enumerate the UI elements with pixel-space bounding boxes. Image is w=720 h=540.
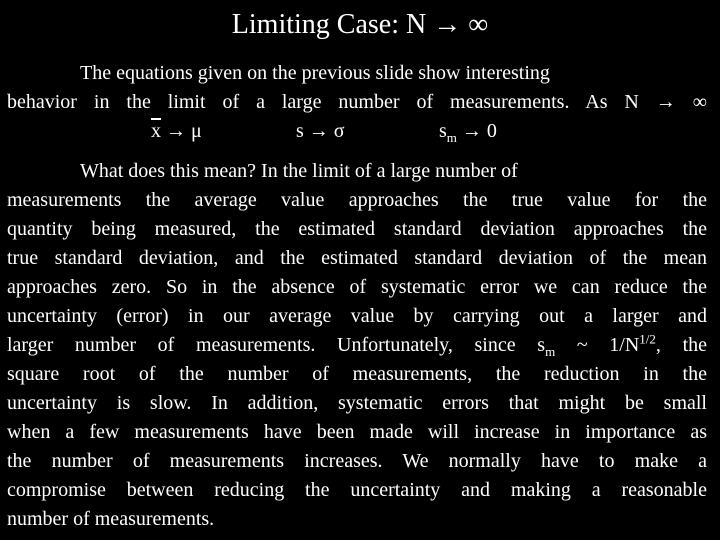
body-line: approaches zero. So in the absence of systematic error we can reduce the: [7, 276, 707, 298]
body-line: when a few measurements have been made will increase in importance as: [7, 421, 707, 443]
intro-line-1: The equations given on the previous slide show interesting: [80, 62, 550, 84]
intro-line-2: behavior in the limit of a large number of measurements. As N → ∞: [7, 91, 707, 113]
formula-mid-text: ~ 1/N: [555, 334, 640, 356]
formula-post-text: , the: [655, 334, 707, 356]
body-line: the number of measurements increases. We normally have to make a: [7, 450, 707, 472]
limit-stddev-rhs: σ: [333, 120, 345, 142]
body-line: uncertainty (error) in our average value by carrying out a larger and: [7, 305, 707, 327]
body-line-formula: [7, 331, 707, 360]
explanation-paragraph: [7, 157, 707, 534]
body-line: quantity being measured, the estimated standard deviation approaches the: [7, 218, 707, 240]
limit-stddev-mean-lhs: s: [439, 120, 447, 142]
body-line: true standard deviation, and the estimated standard deviation of the mean: [7, 247, 707, 269]
formula-subscript: m: [545, 344, 556, 359]
limit-stddev-mean: [439, 117, 497, 146]
limit-mean: [151, 117, 202, 146]
limit-mean-rhs: μ: [191, 120, 202, 142]
body-line: measurements the average value approaches the true value for the: [7, 189, 707, 211]
body-line: number of measurements.: [7, 508, 215, 530]
limit-mean-lhs: $\overline{x}$: [151, 120, 161, 142]
slide-title: Limiting Case: N → ∞: [231, 9, 489, 40]
limit-stddev-mean-rhs: 0: [486, 120, 497, 142]
body-line: uncertainty is slow. In addition, systematic errors that might be small: [7, 392, 707, 414]
limit-stddev-mean-subscript: m: [446, 130, 457, 145]
formula-pre-text: larger number of measurements. Unfortunately, since s: [7, 334, 546, 356]
body-line: square root of the number of measurements, the reduction in the: [7, 363, 707, 385]
limit-stddev-mean-arrow: →: [456, 120, 487, 142]
body-line: What does this mean? In the limit of a large number of: [80, 160, 518, 182]
limit-equations: [0, 117, 720, 146]
limit-stddev-arrow: →: [303, 120, 334, 142]
limit-stddev-lhs: s: [296, 120, 304, 142]
intro-paragraph: [7, 59, 707, 117]
limit-stddev: [296, 117, 345, 146]
body-line: compromise between reducing the uncertainty and making a reasonable: [7, 479, 707, 501]
limit-mean-arrow: →: [161, 120, 191, 142]
formula-superscript: 1/2: [639, 331, 656, 347]
